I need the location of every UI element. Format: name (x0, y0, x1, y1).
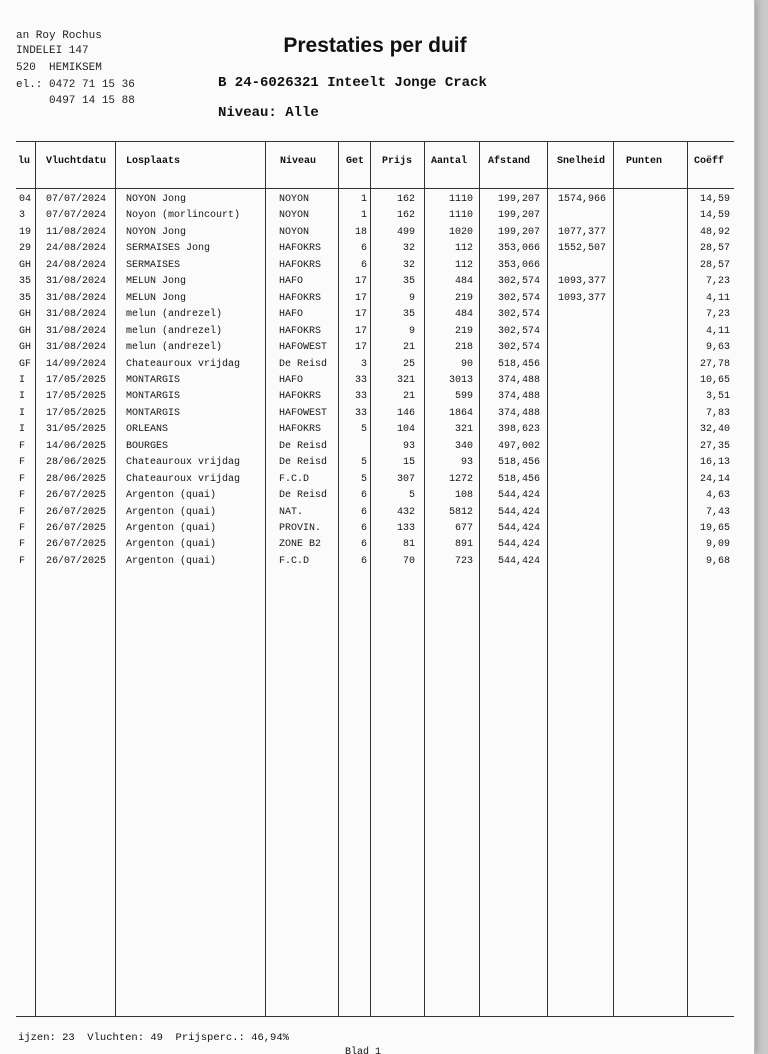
row-count: 321 (454, 424, 473, 436)
row-prize: 81 (402, 539, 415, 551)
row-coeff: 7,23 (705, 276, 730, 288)
row-date: 17/05/2025 (46, 374, 107, 386)
row-date: 28/06/2025 (46, 457, 107, 469)
row-location: MELUN Jong (126, 276, 187, 288)
row-lu: 35 (19, 276, 32, 288)
row-points (614, 455, 684, 471)
row-lu: I (19, 374, 26, 386)
row-speed (558, 357, 622, 373)
row-get: 6 (360, 523, 367, 534)
row-distance: 199,207 (497, 210, 540, 222)
table-row (0, 488, 754, 504)
row-coeff: 27,78 (699, 358, 730, 370)
row-distance: 302,574 (497, 342, 540, 354)
row-lu: 19 (19, 226, 32, 238)
row-points (614, 324, 684, 340)
row-points (614, 208, 684, 224)
table-row (0, 455, 754, 471)
row-distance: 302,574 (497, 276, 540, 288)
row-prize: 146 (396, 407, 415, 419)
row-location: MONTARGIS (126, 391, 181, 403)
row-prize: 35 (402, 276, 415, 288)
row-speed (558, 307, 622, 323)
row-coeff: 7,23 (705, 309, 730, 321)
row-speed (558, 389, 622, 405)
row-count: 112 (454, 259, 473, 271)
row-level: HAFOKRS (279, 259, 322, 271)
row-count: 1110 (448, 210, 473, 222)
row-get: 17 (354, 342, 367, 354)
row-distance: 544,424 (497, 506, 540, 518)
row-coeff: 7,43 (705, 506, 730, 518)
row-lu: 04 (19, 194, 32, 205)
row-location: MELUN Jong (126, 292, 187, 304)
col-header-prize: Prijs (382, 156, 413, 167)
row-distance: 374,488 (497, 374, 540, 386)
row-count: 219 (454, 292, 473, 304)
row-coeff: 16,13 (699, 457, 730, 469)
row-points (614, 192, 684, 208)
row-coeff: 10,65 (699, 374, 730, 386)
row-distance: 518,456 (497, 358, 540, 370)
row-date: 26/07/2025 (46, 539, 107, 551)
row-distance: 302,574 (497, 309, 540, 321)
row-coeff: 4,11 (705, 325, 730, 337)
col-header-get: Get (346, 156, 365, 167)
address-line-3: 520 HEMIKSEM (16, 62, 102, 74)
row-lu: F (19, 506, 26, 518)
row-level: HAFOKRS (279, 391, 322, 403)
row-date: 28/06/2025 (46, 473, 107, 485)
row-points (614, 505, 684, 521)
row-coeff: 32,40 (699, 424, 730, 436)
table-row (0, 373, 754, 389)
row-date: 31/08/2024 (46, 342, 107, 354)
col-header-speed: Snelheid (557, 156, 606, 167)
row-speed (558, 324, 622, 340)
table-row (0, 406, 754, 422)
row-date: 17/05/2025 (46, 407, 107, 419)
row-speed: 1552,507 (558, 243, 607, 255)
row-speed (558, 208, 622, 224)
row-distance: 518,456 (497, 473, 540, 485)
table-row (0, 505, 754, 521)
row-lu: 29 (19, 243, 32, 255)
row-distance: 199,207 (497, 226, 540, 238)
row-lu: I (19, 407, 26, 419)
row-lu: 3 (19, 210, 26, 222)
row-speed (558, 554, 622, 570)
row-coeff: 9,68 (705, 555, 730, 567)
row-lu: 35 (19, 292, 32, 304)
address-line-1: an Roy Rochus (16, 30, 102, 42)
row-lu: GH (19, 342, 32, 354)
table-row (0, 225, 754, 241)
row-count: 340 (454, 440, 473, 452)
row-level: HAFOWEST (279, 342, 328, 354)
row-points (614, 258, 684, 274)
phone-line-1: el.: 0472 71 15 36 (16, 79, 135, 91)
table-row (0, 554, 754, 570)
row-points (614, 291, 684, 307)
row-count: 1272 (448, 473, 473, 485)
row-prize: 21 (402, 342, 415, 354)
col-header-location: Losplaats (126, 156, 181, 167)
row-distance: 374,488 (497, 407, 540, 419)
row-level: HAFO (279, 276, 304, 288)
row-location: Chateauroux vrijdag (126, 457, 241, 469)
row-speed: 1093,377 (558, 276, 607, 288)
row-get: 6 (360, 506, 367, 518)
row-points (614, 406, 684, 422)
row-get: 6 (360, 539, 367, 551)
row-level: NAT. (279, 506, 304, 518)
row-count: 891 (454, 539, 473, 551)
row-coeff: 24,14 (699, 473, 730, 485)
row-date: 26/07/2025 (46, 523, 107, 534)
row-speed (558, 406, 622, 422)
row-date: 26/07/2025 (46, 555, 107, 567)
row-lu: I (19, 424, 26, 436)
row-speed (558, 455, 622, 471)
row-location: Chateauroux vrijdag (126, 473, 241, 485)
row-lu: F (19, 473, 26, 485)
row-get: 18 (354, 226, 367, 238)
row-prize: 432 (396, 506, 415, 518)
row-count: 108 (454, 490, 473, 502)
row-lu: F (19, 523, 26, 534)
table-row (0, 537, 754, 553)
row-location: Argenton (quai) (126, 539, 217, 551)
row-speed: 1574,966 (558, 194, 607, 205)
row-date: 17/05/2025 (46, 391, 107, 403)
row-count: 677 (454, 523, 473, 534)
row-get: 17 (354, 276, 367, 288)
row-points (614, 488, 684, 504)
row-coeff: 4,11 (705, 292, 730, 304)
table-row (0, 208, 754, 224)
table-row (0, 324, 754, 340)
row-location: melun (andrezel) (126, 309, 223, 321)
row-count: 219 (454, 325, 473, 337)
row-date: 11/08/2024 (46, 226, 107, 238)
row-location: BOURGES (126, 440, 169, 452)
row-points (614, 537, 684, 553)
row-prize: 162 (396, 210, 415, 222)
row-lu: F (19, 490, 26, 502)
row-coeff: 28,57 (699, 259, 730, 271)
row-prize: 307 (396, 473, 415, 485)
row-coeff: 4,63 (705, 490, 730, 502)
row-lu: F (19, 555, 26, 567)
col-header-level: Niveau (280, 156, 317, 167)
table-row (0, 340, 754, 356)
row-level: NOYON (279, 210, 310, 222)
table-row (0, 521, 754, 537)
row-date: 14/06/2025 (46, 440, 107, 452)
row-get: 1 (360, 210, 367, 222)
level-filter: Niveau: Alle (218, 105, 319, 121)
table-row (0, 472, 754, 488)
row-location: SERMAISES (126, 259, 181, 271)
table-row (0, 291, 754, 307)
row-location: Argenton (quai) (126, 555, 217, 567)
row-coeff: 3,51 (705, 391, 730, 403)
row-speed (558, 373, 622, 389)
row-level: De Reisd (279, 440, 328, 452)
row-location: ORLEANS (126, 424, 169, 436)
row-level: F.C.D (279, 555, 310, 567)
row-get: 5 (360, 473, 367, 485)
row-get (339, 439, 367, 455)
row-location: SERMAISES Jong (126, 243, 211, 255)
row-count: 484 (454, 309, 473, 321)
row-date: 24/08/2024 (46, 259, 107, 271)
row-prize: 15 (402, 457, 415, 469)
row-count: 1110 (448, 194, 473, 205)
row-date: 14/09/2024 (46, 358, 107, 370)
phone-line-2: 0497 14 15 88 (16, 95, 135, 107)
row-get: 5 (360, 457, 367, 469)
row-speed (558, 521, 622, 537)
row-points (614, 307, 684, 323)
row-lu: F (19, 539, 26, 551)
row-speed (558, 258, 622, 274)
row-location: melun (andrezel) (126, 325, 223, 337)
row-date: 07/07/2024 (46, 210, 107, 222)
row-level: ZONE B2 (279, 539, 322, 551)
row-date: 31/08/2024 (46, 309, 107, 321)
row-level: PROVIN. (279, 523, 322, 534)
row-distance: 544,424 (497, 490, 540, 502)
table-row (0, 389, 754, 405)
row-count: 5812 (448, 506, 473, 518)
row-level: De Reisd (279, 358, 328, 370)
row-prize: 9 (408, 292, 415, 304)
row-points (614, 225, 684, 241)
row-level: De Reisd (279, 490, 328, 502)
row-date: 26/07/2025 (46, 490, 107, 502)
row-count: 484 (454, 276, 473, 288)
row-points (614, 373, 684, 389)
row-points (614, 422, 684, 438)
row-prize: 162 (396, 194, 415, 205)
row-get: 6 (360, 259, 367, 271)
row-get: 5 (360, 424, 367, 436)
row-level: HAFO (279, 374, 304, 386)
row-lu: I (19, 391, 26, 403)
row-points (614, 357, 684, 373)
row-get: 17 (354, 325, 367, 337)
row-distance: 353,066 (497, 259, 540, 271)
row-location: Chateauroux vrijdag (126, 358, 241, 370)
row-location: NOYON Jong (126, 194, 187, 205)
row-coeff: 9,63 (705, 342, 730, 354)
table-row (0, 357, 754, 373)
row-points (614, 274, 684, 290)
row-get: 1 (360, 194, 367, 205)
row-level: HAFOKRS (279, 243, 322, 255)
row-points (614, 241, 684, 257)
row-coeff: 14,59 (699, 194, 730, 205)
row-location: MONTARGIS (126, 407, 181, 419)
row-location: MONTARGIS (126, 374, 181, 386)
col-header-points: Punten (626, 156, 663, 167)
row-coeff: 48,92 (699, 226, 730, 238)
row-date: 31/08/2024 (46, 276, 107, 288)
row-get: 33 (354, 374, 367, 386)
row-get: 6 (360, 243, 367, 255)
address-line-2: INDELEI 147 (16, 45, 89, 57)
row-prize: 321 (396, 374, 415, 386)
pigeon-id: B 24-6026321 Inteelt Jonge Crack (218, 75, 487, 91)
row-distance: 497,002 (497, 440, 540, 452)
row-date: 07/07/2024 (46, 194, 107, 205)
row-level: De Reisd (279, 457, 328, 469)
row-distance: 398,623 (497, 424, 540, 436)
row-get: 3 (360, 358, 367, 370)
row-date: 31/05/2025 (46, 424, 107, 436)
row-distance: 544,424 (497, 523, 540, 534)
row-prize: 21 (402, 391, 415, 403)
row-coeff: 9,09 (705, 539, 730, 551)
row-coeff: 19,65 (699, 523, 730, 534)
row-prize: 133 (396, 523, 415, 534)
row-count: 1020 (448, 226, 473, 238)
row-count: 1864 (448, 407, 473, 419)
row-prize: 499 (396, 226, 415, 238)
row-get: 6 (360, 490, 367, 502)
row-points (614, 472, 684, 488)
row-prize: 35 (402, 309, 415, 321)
row-location: Argenton (quai) (126, 490, 217, 502)
row-distance: 374,488 (497, 391, 540, 403)
row-distance: 302,574 (497, 292, 540, 304)
row-count: 112 (454, 243, 473, 255)
row-distance: 518,456 (497, 457, 540, 469)
row-lu: F (19, 457, 26, 469)
col-header-distance: Afstand (488, 156, 531, 167)
table-row (0, 258, 754, 274)
row-count: 3013 (448, 374, 473, 386)
row-level: HAFO (279, 309, 304, 321)
row-speed: 1077,377 (558, 226, 607, 238)
row-speed (558, 505, 622, 521)
row-distance: 353,066 (497, 243, 540, 255)
row-lu: GH (19, 309, 32, 321)
row-points (614, 389, 684, 405)
page-number: Blad 1 (345, 1047, 382, 1054)
row-get: 17 (354, 309, 367, 321)
row-date: 24/08/2024 (46, 243, 107, 255)
row-get: 33 (354, 407, 367, 419)
table-row (0, 192, 754, 208)
row-location: Noyon (morlincourt) (126, 210, 241, 222)
table-row (0, 241, 754, 257)
table-row (0, 422, 754, 438)
row-prize: 9 (408, 325, 415, 337)
row-points (614, 554, 684, 570)
row-speed (558, 340, 622, 356)
row-speed (558, 488, 622, 504)
row-count: 90 (460, 358, 473, 370)
row-count: 599 (454, 391, 473, 403)
row-speed: 1093,377 (558, 292, 607, 304)
row-prize: 104 (396, 424, 415, 436)
col-header-date: Vluchtdatu (46, 156, 107, 167)
row-prize: 70 (402, 555, 415, 567)
row-distance: 544,424 (497, 539, 540, 551)
page-title: Prestaties per duif (283, 34, 467, 57)
row-get: 6 (360, 555, 367, 567)
row-get: 17 (354, 292, 367, 304)
row-count: 93 (460, 457, 473, 469)
row-lu: GH (19, 259, 32, 271)
row-distance: 302,574 (497, 325, 540, 337)
table-row (0, 439, 754, 455)
row-location: NOYON Jong (126, 226, 187, 238)
row-lu: GH (19, 325, 32, 337)
row-speed (558, 537, 622, 553)
row-date: 31/08/2024 (46, 292, 107, 304)
row-prize: 5 (408, 490, 415, 502)
row-points (614, 521, 684, 537)
row-count: 723 (454, 555, 473, 567)
row-speed (558, 472, 622, 488)
row-speed (558, 422, 622, 438)
table-row (0, 307, 754, 323)
row-speed (558, 439, 622, 455)
row-level: HAFOWEST (279, 407, 328, 419)
row-lu: F (19, 440, 26, 452)
row-date: 31/08/2024 (46, 325, 107, 337)
row-get: 33 (354, 391, 367, 403)
col-header-count: Aantal (431, 156, 468, 167)
row-prize: 32 (402, 243, 415, 255)
col-header-coeff: Coëff (694, 156, 725, 167)
row-level: HAFOKRS (279, 424, 322, 436)
row-location: Argenton (quai) (126, 523, 217, 534)
row-distance: 544,424 (497, 555, 540, 567)
row-prize: 32 (402, 259, 415, 271)
row-location: melun (andrezel) (126, 342, 223, 354)
row-lu: GF (19, 358, 32, 370)
row-level: HAFOKRS (279, 292, 322, 304)
summary-footer: ijzen: 23 Vluchten: 49 Prijsperc.: 46,94% (18, 1032, 289, 1044)
row-points (614, 439, 684, 455)
row-prize: 25 (402, 358, 415, 370)
row-level: NOYON (279, 194, 310, 205)
row-level: HAFOKRS (279, 325, 322, 337)
row-level: F.C.D (279, 473, 310, 485)
row-prize: 93 (402, 440, 415, 452)
row-distance: 199,207 (497, 194, 540, 205)
row-count: 218 (454, 342, 473, 354)
row-coeff: 14,59 (699, 210, 730, 222)
row-coeff: 27,35 (699, 440, 730, 452)
row-level: NOYON (279, 226, 310, 238)
row-coeff: 28,57 (699, 243, 730, 255)
row-points (614, 340, 684, 356)
row-location: Argenton (quai) (126, 506, 217, 518)
row-coeff: 7,83 (705, 407, 730, 419)
row-date: 26/07/2025 (46, 506, 107, 518)
col-header-lu: lu (18, 156, 31, 167)
table-row (0, 274, 754, 290)
